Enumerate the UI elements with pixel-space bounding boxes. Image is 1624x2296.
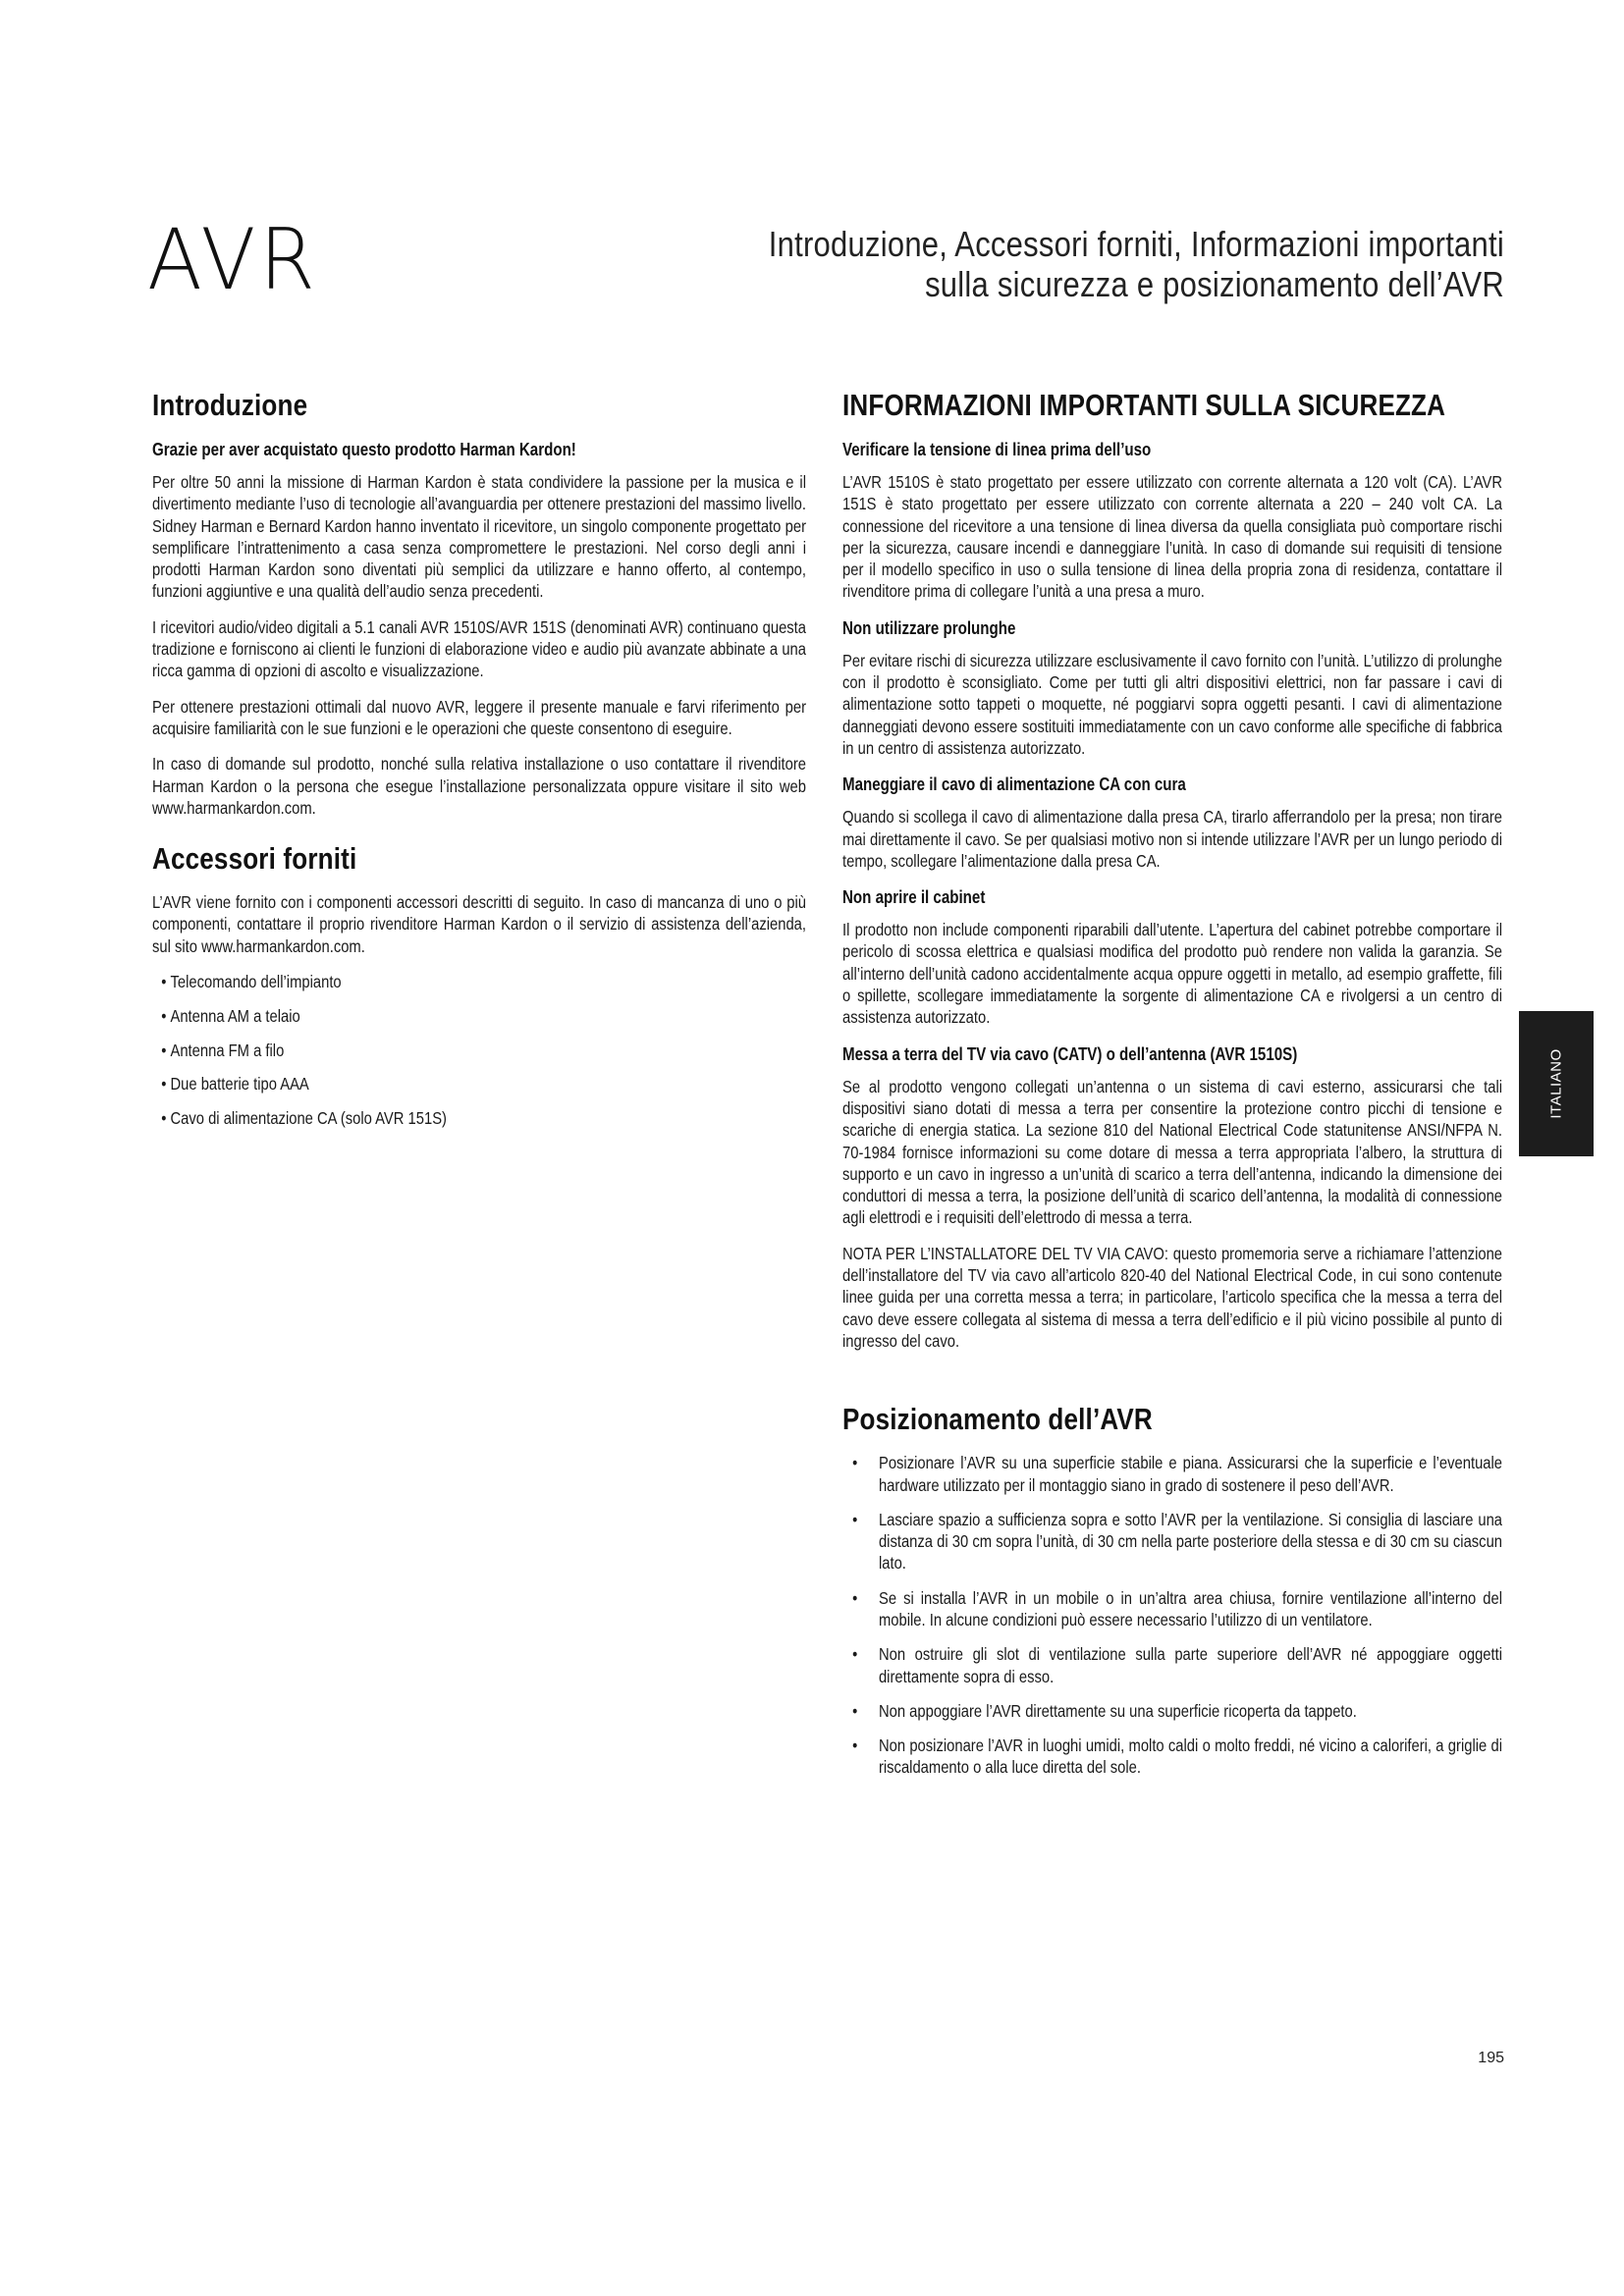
avr-logo: AVR	[147, 211, 319, 309]
list-item: • Se si installa l’AVR in un mobile o in un’altra area chiusa, fornire ventilazione all’interno del mobile. In alcune condizioni può essere necessario l’utilizzo di un ventilatore.	[879, 1587, 1502, 1631]
list-item: • Non appoggiare l’AVR direttamente su una superficie ricoperta da tappeto.	[879, 1700, 1502, 1722]
list-item: • Non ostruire gli slot di ventilazione sulla parte superiore dell’AVR né appoggiare oggetti direttamente sopra di esso.	[879, 1643, 1502, 1687]
page-title-line-2: sulla sicurezza e posizionamento dell’AVR	[925, 264, 1504, 304]
list-item: • Antenna FM a filo	[170, 1040, 806, 1061]
safety-subheading-grounding: Messa a terra del TV via cavo (CATV) o dell’antenna (AVR 1510S)	[842, 1043, 1298, 1064]
accessories-list	[152, 971, 806, 1129]
intro-heading: Introduzione	[152, 388, 308, 422]
list-item: • Cavo di alimentazione CA (solo AVR 151S)	[170, 1107, 806, 1129]
safety-paragraph: Se al prodotto vengono collegati un’antenna o un sistema di cavi esterno, assicurarsi che tali dispositivi siano dotati di messa a terra per consentire la protezione contro picchi di tensione e scariche di energia statica. La sezione 810 del National Electrical Code statunitense ANSI/NFPA N. 70-1984 fornisce informazioni su come dotare di messa a terra appropriata l’albero, la struttura di supporto e un cavo in ingresso a un’unità di scarico a terra dell’antenna, indicando la dimensione dei conduttori di messa a terra, la posizione dell’unità di scarico dell’antenna, la modalità di connessione agli elettrodi e i requisiti dell’elettrodo di messa a terra.	[842, 1076, 1503, 1228]
page-number: 195	[1478, 2050, 1504, 2066]
intro-paragraph: I ricevitori audio/video digitali a 5.1 canali AVR 1510S/AVR 151S (denominati AVR) continuano questa tradizione e forniscono ai clienti le funzioni di elaborazione video e audio più avanzate abbinate a una ricca gamma di opzioni di ascolto e visualizzazione.	[152, 616, 807, 681]
left-column	[152, 387, 806, 1142]
list-item: • Due batterie tipo AAA	[170, 1073, 806, 1095]
intro-paragraph: Per ottenere prestazioni ottimali dal nuovo AVR, leggere il presente manuale e farvi riferimento per acquisire familiarità con le sue funzioni e le operazioni che queste consentono di eseguire.	[152, 696, 807, 738]
list-item: • Antenna AM a telaio	[170, 1005, 806, 1027]
language-tab-label: ITALIANO	[1547, 1048, 1565, 1119]
language-tab	[1519, 1011, 1594, 1156]
list-item: • Lasciare spazio a sufficienza sopra e sotto l’AVR per la ventilazione. Si consiglia di lasciare una distanza di 30 cm sopra l’unità, di 30 cm nella parte posteriore della stessa e di 30 cm su ciascun lato.	[879, 1509, 1502, 1575]
intro-paragraph: Per oltre 50 anni la missione di Harman Kardon è stata condividere la passione per la musica e il divertimento mediante l’uso di tecnologie all’avanguardia per ottenere prestazioni del massimo livello. Sidney Harman e Bernard Kardon hanno inventato il ricevitore, un singolo componente progettato per semplificare l’intrattenimento a casa senza compromettere le prestazioni. Nel corso degli anni i prodotti Harman Kardon sono diventati più semplici da utilizzare e hanno offerto, al contempo, funzioni aggiuntive e una qualità dell’audio senza precedenti.	[152, 472, 807, 602]
safety-subheading-extension: Non utilizzare prolunghe	[842, 617, 1016, 638]
intro-subheading: Grazie per aver acquistato questo prodotto Harman Kardon!	[152, 440, 576, 459]
accessories-paragraph: L’AVR viene fornito con i componenti accessori descritti di seguito. In caso di mancanza di uno o più componenti, contattare il proprio rivenditore Harman Kardon o il servizio di assistenza dell’azienda, sul sito www.harmankardon.com.	[152, 892, 807, 956]
safety-subheading-cabinet: Non aprire il cabinet	[842, 887, 986, 908]
placement-heading: Posizionamento dell’AVR	[842, 1402, 1153, 1437]
placement-list	[842, 1452, 1502, 1779]
safety-paragraph: Il prodotto non include componenti riparabili dall’utente. L’apertura del cabinet potrebbe comportare il pericolo di scossa elettrica e qualsiasi modifica del prodotto può rendere non valida la garanzia. Se all’interno dell’unità cadono accidentalmente acqua oppure oggetti in metallo, ad esempio graffette, fili o spillette, scollegare immediatamente la sorgente di alimentazione CA e rivolgersi a un centro di assistenza autorizzato.	[842, 920, 1503, 1028]
safety-subheading-voltage: Verificare la tensione di linea prima dell’uso	[842, 440, 1152, 459]
accessories-section	[152, 840, 806, 1129]
list-item: • Non posizionare l’AVR in luoghi umidi, molto caldi o molto freddi, né vicino a caloriferi, a griglie di riscaldamento o alla luce diretta del sole.	[879, 1735, 1502, 1779]
placement-section	[842, 1401, 1502, 1779]
safety-paragraph: Quando si scollega il cavo di alimentazione dalla presa CA, tirarlo afferrandolo per la presa; non tirare mai direttamente il cavo. Se per qualsiasi motivo non si intende utilizzare l’AVR per un lungo periodo di tempo, scollegare l’alimentazione dalla presa CA.	[842, 807, 1503, 871]
safety-subheading-power-cord: Maneggiare il cavo di alimentazione CA con cura	[842, 774, 1186, 795]
intro-section	[152, 387, 806, 819]
safety-paragraph: Per evitare rischi di sicurezza utilizzare esclusivamente il cavo fornito con l’unità. L’utilizzo di prolunghe con il prodotto è sconsigliato. Come per tutti gli altri dispositivi elettrici, non far passare i cavi di alimentazione sotto tappeti o moquette, né poggiarvi sopra oggetti pesanti. I cavi di alimentazione danneggiati devono essere sostituiti immediatamente con un cavo conforme alle specifiche di fabbrica in un centro di assistenza autorizzato.	[842, 650, 1503, 758]
accessories-heading: Accessori forniti	[152, 841, 357, 877]
right-column	[842, 387, 1502, 1791]
safety-section	[842, 387, 1502, 1352]
page-title	[744, 224, 1504, 304]
list-item: • Posizionare l’AVR su una superficie stabile e piana. Assicurarsi che la superficie e l’eventuale hardware utilizzato per il montaggio siano in grado di sostenere il peso dell’AVR.	[879, 1452, 1502, 1496]
list-item: • Telecomando dell’impianto	[170, 971, 806, 992]
page-title-line-1: Introduzione, Accessori forniti, Informazioni importanti	[768, 224, 1504, 264]
intro-paragraph: In caso di domande sul prodotto, nonché sulla relativa installazione o uso contattare il rivenditore Harman Kardon o la persona che esegue l’installazione personalizzata oppure visitare il sito web www.harmankardon.com.	[152, 754, 807, 818]
safety-note-paragraph: NOTA PER L’INSTALLATORE DEL TV VIA CAVO: questo promemoria serve a richiamare l’attenzione dell’installatore del TV via cavo all’articolo 820-40 del National Electrical Code, in cui sono contenute linee guida per una corretta messa a terra; in particolare, l’articolo specifica che la messa a terra del cavo deve essere collegata al sistema di messa a terra dell’edificio e il più vicino possibile al punto di ingresso del cavo.	[842, 1243, 1503, 1351]
safety-heading: INFORMAZIONI IMPORTANTI SULLA SICUREZZA	[842, 388, 1446, 422]
safety-paragraph: L’AVR 1510S è stato progettato per essere utilizzato con corrente alternata a 120 volt (CA). L’AVR 151S è stato progettato per essere utilizzato con corrente alternata a 220 – 240 volt CA. La connessione del ricevitore a una tensione di linea diversa da quella consigliata può comportare rischi per la sicurezza, causare incendi e danneggiare l’unità. In caso di domande sui requisiti di tensione per il modello specifico in uso o sulla tensione di linea della propria zona di residenza, contattare il rivenditore prima di collegare l’unità a una presa a muro.	[842, 472, 1503, 602]
